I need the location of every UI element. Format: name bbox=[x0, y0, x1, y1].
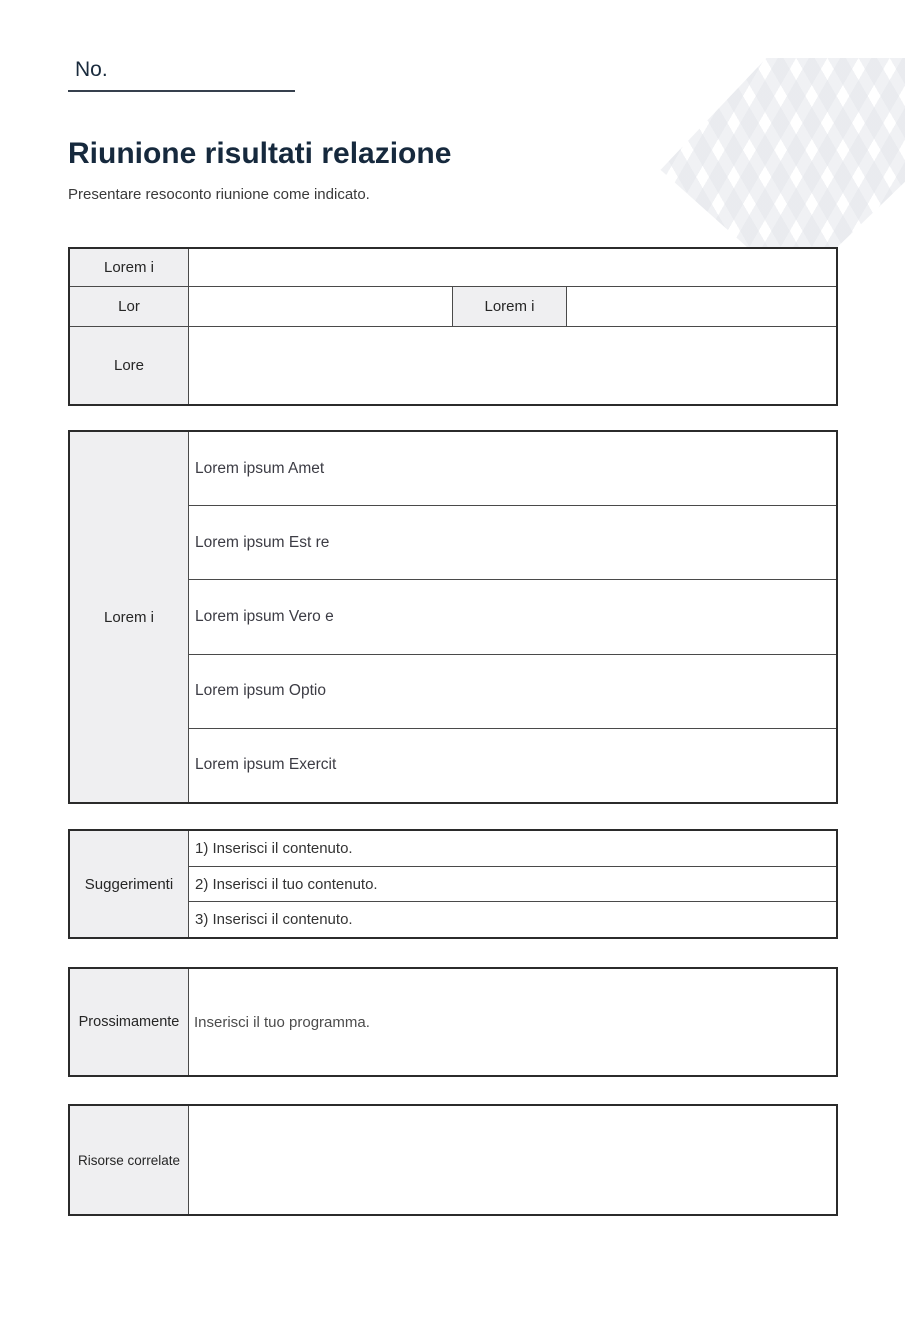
info-row1-label: Lorem i bbox=[70, 249, 189, 286]
info-row2-label: Lor bbox=[70, 287, 189, 326]
resources-table-label: Risorse correlate bbox=[70, 1106, 189, 1214]
upcoming-table bbox=[68, 967, 838, 1077]
table-row bbox=[70, 1106, 836, 1214]
meeting-info-table bbox=[68, 247, 838, 406]
topics-rows bbox=[189, 432, 836, 802]
table-row bbox=[70, 249, 836, 286]
topics-table-label: Lorem i bbox=[70, 432, 189, 802]
page-subtitle: Presentare resoconto riunione come indicato. bbox=[68, 186, 370, 203]
info-row2-value2-cell[interactable] bbox=[567, 287, 836, 326]
list-item[interactable]: Lorem ipsum Est re bbox=[189, 505, 836, 579]
info-row2-value-cell[interactable] bbox=[189, 287, 453, 326]
table-row bbox=[70, 969, 836, 1075]
table-row bbox=[70, 326, 836, 404]
list-item[interactable]: 2) Inserisci il tuo contenuto. bbox=[189, 866, 836, 902]
page-title: Riunione risultati relazione bbox=[68, 137, 452, 170]
list-item[interactable]: Lorem ipsum Exercit bbox=[189, 728, 836, 802]
upcoming-content-cell[interactable]: Inserisci il tuo programma. bbox=[194, 1013, 370, 1031]
list-item[interactable]: 1) Inserisci il contenuto. bbox=[195, 839, 353, 857]
info-row1-value-cell[interactable] bbox=[189, 249, 836, 286]
report-number-field[interactable]: No. bbox=[68, 58, 295, 92]
resources-table bbox=[68, 1104, 838, 1216]
topics-table bbox=[68, 430, 838, 804]
suggestions-table bbox=[68, 829, 838, 939]
suggestions-table-label: Suggerimenti bbox=[70, 831, 189, 937]
suggestions-rows bbox=[189, 831, 836, 937]
resources-content-cell[interactable] bbox=[189, 1106, 836, 1214]
document-page bbox=[0, 58, 838, 1216]
list-item[interactable]: Lorem ipsum Amet bbox=[195, 459, 325, 477]
info-row3-label: Lore bbox=[70, 327, 189, 404]
table-row bbox=[70, 286, 836, 326]
list-item[interactable]: Lorem ipsum Optio bbox=[189, 654, 836, 728]
list-item[interactable]: Lorem ipsum Vero e bbox=[189, 579, 836, 653]
upcoming-table-label: Prossimamente bbox=[70, 969, 189, 1075]
info-row3-value-cell[interactable] bbox=[189, 327, 836, 404]
info-row2-label2: Lorem i bbox=[453, 287, 567, 326]
list-item[interactable]: 3) Inserisci il contenuto. bbox=[189, 901, 836, 937]
